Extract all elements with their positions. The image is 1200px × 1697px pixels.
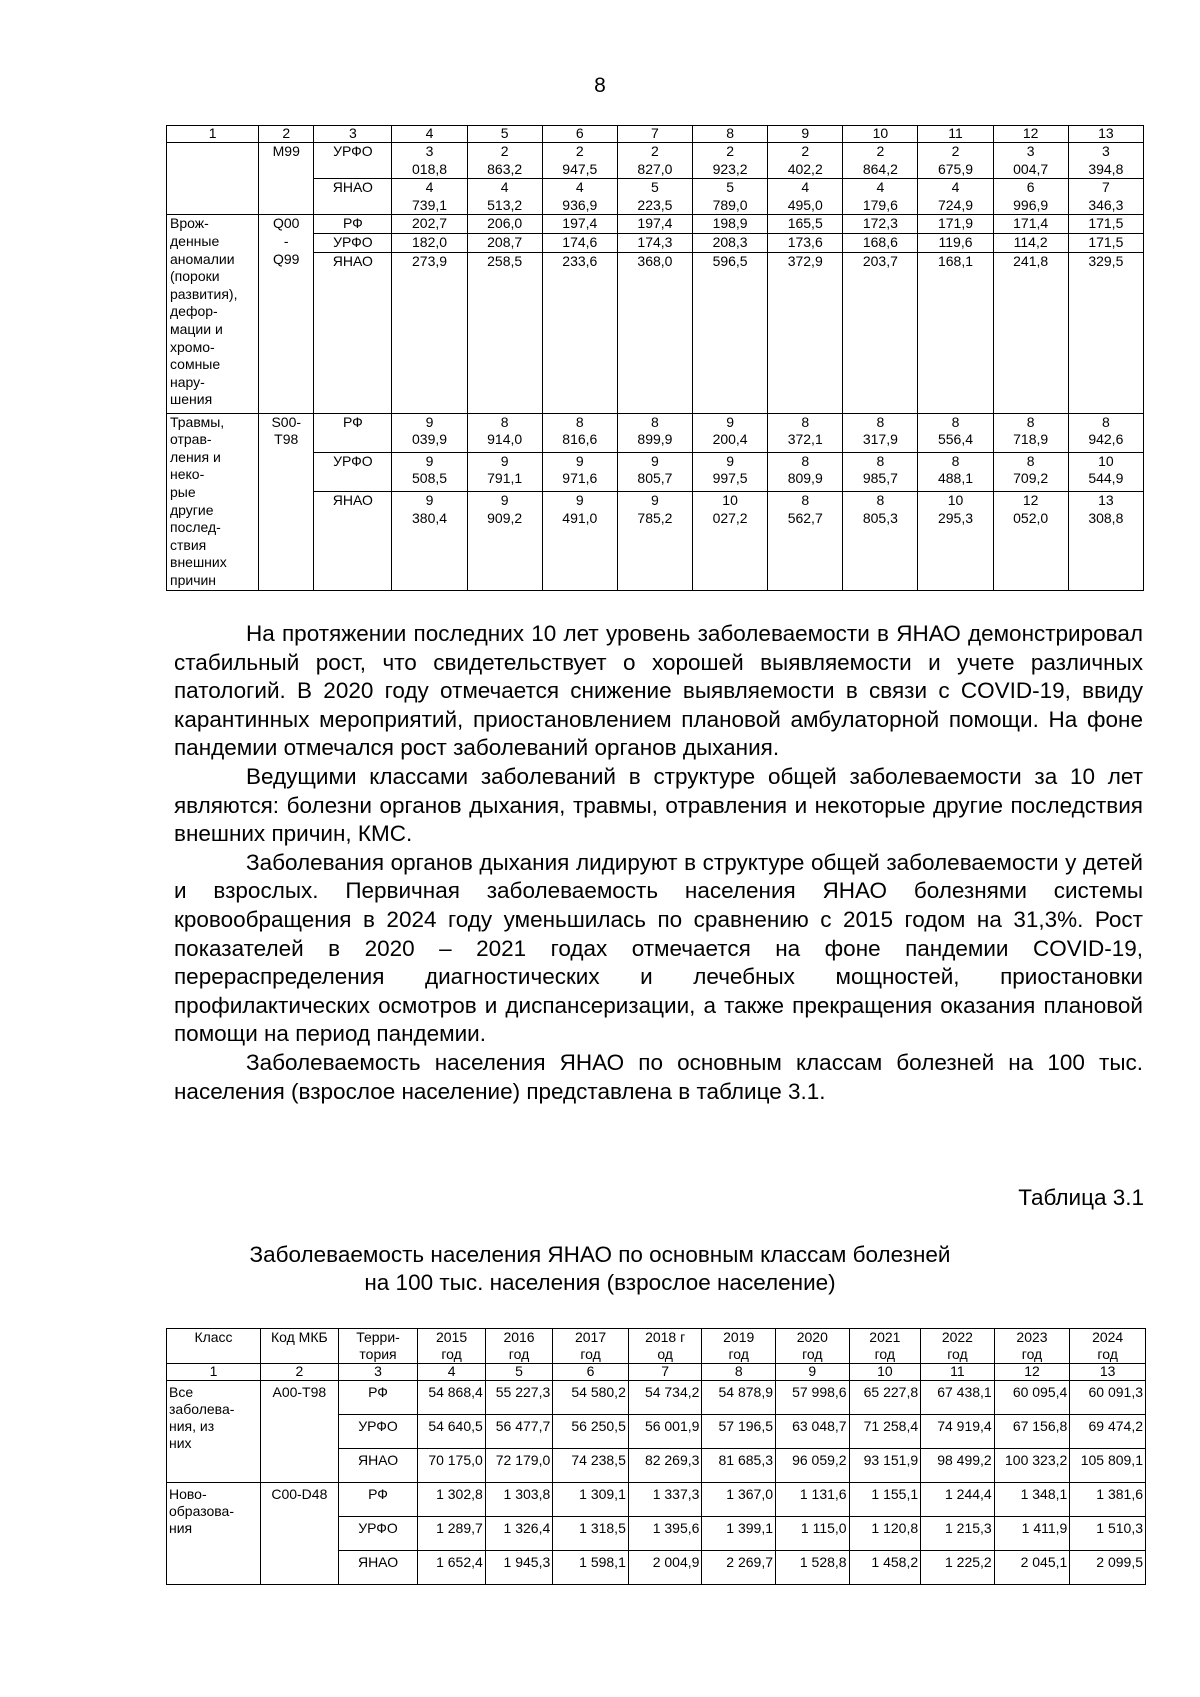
value-cell: 12 052,0 [993,491,1068,590]
header-cell: 10 [843,126,918,143]
header-cell: 2020 год [776,1329,850,1364]
table-3-1 [166,1328,1146,1585]
value-cell: 1 399,1 [702,1517,776,1551]
value-cell: 60 091,3 [1070,1381,1146,1415]
value-cell: 8 317,9 [843,413,918,452]
value-cell: 54 734,2 [628,1381,702,1415]
value-cell: 171,9 [918,215,993,234]
value-cell: 81 685,3 [702,1449,776,1483]
value-cell: 4 495,0 [768,179,843,215]
header-cell: 2023 год [994,1329,1070,1364]
body-text [174,620,1143,1106]
table-header-row [167,126,1144,143]
value-cell: 65 227,8 [849,1381,921,1415]
header-cell: 2022 год [921,1329,995,1364]
header-cell: 2024 год [1070,1329,1146,1364]
value-cell: 114,2 [993,233,1068,252]
value-cell: 9 971,6 [542,452,617,491]
page-number: 8 [594,74,606,97]
value-cell: 105 809,1 [1070,1449,1146,1483]
value-cell: 1 337,3 [628,1483,702,1517]
value-cell: 1 302,8 [418,1483,485,1517]
header-cell: 9 [768,126,843,143]
value-cell: 9 039,9 [392,413,467,452]
value-cell: 4 513,2 [467,179,542,215]
paragraph: Ведущими классами заболеваний в структуре общей заболеваемости за 10 лет являются: болезни органов дыхания, травмы, отравления и некоторые другие последствия внешних причин, КМС. [174,763,1143,847]
table-row [167,233,1144,252]
value-cell: 3 394,8 [1068,143,1143,179]
table-row [167,215,1144,234]
header-cell: 2016 год [485,1329,552,1364]
value-cell: 206,0 [467,215,542,234]
value-cell: 1 225,2 [921,1551,995,1585]
value-cell: 8 914,0 [467,413,542,452]
table-index-row [167,1364,1146,1381]
value-cell: 258,5 [467,252,542,413]
index-cell: 5 [485,1364,552,1381]
value-cell: 182,0 [392,233,467,252]
header-cell: 5 [467,126,542,143]
value-cell: 9 785,2 [617,491,692,590]
value-cell: 208,7 [467,233,542,252]
value-cell: 2 947,5 [542,143,617,179]
value-cell: 57 196,5 [702,1415,776,1449]
class-cell: Травмы, отрав- ления и неко- рые другие послед- ствия внешних причин [167,413,259,590]
value-cell: 74 238,5 [553,1449,629,1483]
value-cell: 56 250,5 [553,1415,629,1449]
value-cell: 2 045,1 [994,1551,1070,1585]
table-row [167,1483,1146,1517]
index-cell: 7 [628,1364,702,1381]
value-cell: 1 131,6 [776,1483,850,1517]
value-cell: 1 215,3 [921,1517,995,1551]
header-cell: Терри- тория [338,1329,418,1364]
value-cell: 1 652,4 [418,1551,485,1585]
header-cell: 6 [542,126,617,143]
territory-cell: ЯНАО [314,179,392,215]
value-cell: 56 001,9 [628,1415,702,1449]
value-cell: 9 909,2 [467,491,542,590]
code-cell: C00-D48 [261,1483,339,1585]
value-cell: 4 936,9 [542,179,617,215]
value-cell: 1 303,8 [485,1483,552,1517]
value-cell: 9 997,5 [693,452,768,491]
value-cell: 8 488,1 [918,452,993,491]
value-cell: 9 380,4 [392,491,467,590]
value-cell: 8 805,3 [843,491,918,590]
header-cell: 4 [392,126,467,143]
value-cell: 1 528,8 [776,1551,850,1585]
table-title [0,1241,1200,1297]
value-cell: 2 099,5 [1070,1551,1146,1585]
table-continuation [166,125,1144,591]
header-cell: 11 [918,126,993,143]
value-cell: 1 348,1 [994,1483,1070,1517]
class-cell: Все заболева- ния, из них [167,1381,261,1483]
paragraph: Заболеваемость населения ЯНАО по основным классам болезней на 100 тыс. населения (взрослое население) представлена в таблице 3.1. [174,1049,1143,1104]
code-cell: Q00 - Q99 [259,215,314,413]
value-cell: 1 289,7 [418,1517,485,1551]
value-cell: 10 544,9 [1068,452,1143,491]
value-cell: 5 789,0 [693,179,768,215]
value-cell: 168,1 [918,252,993,413]
value-cell: 8 985,7 [843,452,918,491]
value-cell: 1 326,4 [485,1517,552,1551]
value-cell: 1 395,6 [628,1517,702,1551]
value-cell: 96 059,2 [776,1449,850,1483]
territory-cell: УРФО [314,452,392,491]
table-title-line: Заболеваемость населения ЯНАО по основным классам болезней [249,1242,951,1267]
index-cell: 12 [994,1364,1070,1381]
value-cell: 9 791,1 [467,452,542,491]
value-cell: 197,4 [542,215,617,234]
value-cell: 329,5 [1068,252,1143,413]
value-cell: 1 115,0 [776,1517,850,1551]
territory-cell: ЯНАО [338,1449,418,1483]
value-cell: 174,6 [542,233,617,252]
value-cell: 3 018,8 [392,143,467,179]
table-row [167,1381,1146,1415]
territory-cell: УРФО [314,143,392,179]
value-cell: 71 258,4 [849,1415,921,1449]
value-cell: 372,9 [768,252,843,413]
value-cell: 2 863,2 [467,143,542,179]
header-cell: 7 [617,126,692,143]
value-cell: 9 200,4 [693,413,768,452]
header-cell: 2017 год [553,1329,629,1364]
value-cell: 74 919,4 [921,1415,995,1449]
value-cell: 8 709,2 [993,452,1068,491]
index-cell: 11 [921,1364,995,1381]
table-row [167,452,1144,491]
value-cell: 174,3 [617,233,692,252]
header-cell: Класс [167,1329,261,1364]
value-cell: 171,5 [1068,215,1143,234]
value-cell: 2 675,9 [918,143,993,179]
header-cell: 13 [1068,126,1143,143]
value-cell: 4 724,9 [918,179,993,215]
value-cell: 2 864,2 [843,143,918,179]
value-cell: 4 179,6 [843,179,918,215]
header-cell: 1 [167,126,259,143]
value-cell: 8 718,9 [993,413,1068,452]
header-cell: 3 [314,126,392,143]
code-cell: S00- T98 [259,413,314,590]
value-cell: 2 269,7 [702,1551,776,1585]
index-cell: 6 [553,1364,629,1381]
value-cell: 8 899,9 [617,413,692,452]
value-cell: 3 004,7 [993,143,1068,179]
value-cell: 67 156,8 [994,1415,1070,1449]
header-cell: 12 [993,126,1068,143]
value-cell: 1 318,5 [553,1517,629,1551]
index-cell: 13 [1070,1364,1146,1381]
value-cell: 54 878,9 [702,1381,776,1415]
value-cell: 72 179,0 [485,1449,552,1483]
value-cell: 8 556,4 [918,413,993,452]
table-row [167,252,1144,413]
index-cell: 4 [418,1364,485,1381]
class-cell: Ново- образова- ния [167,1483,261,1585]
table-row [167,143,1144,179]
value-cell: 1 598,1 [553,1551,629,1585]
value-cell: 368,0 [617,252,692,413]
value-cell: 69 474,2 [1070,1415,1146,1449]
class-cell: Врож- денные аномалии (пороки развития), дефор- мации и хромо- сомные нару- шения [167,215,259,413]
territory-cell: УРФО [314,233,392,252]
territory-cell: РФ [314,413,392,452]
value-cell: 198,9 [693,215,768,234]
table-header-row [167,1329,1146,1364]
territory-cell: ЯНАО [338,1551,418,1585]
index-cell: 8 [702,1364,776,1381]
value-cell: 54 580,2 [553,1381,629,1415]
table-row [167,179,1144,215]
value-cell: 8 372,1 [768,413,843,452]
value-cell: 55 227,3 [485,1381,552,1415]
header-cell: 2019 год [702,1329,776,1364]
value-cell: 10 027,2 [693,491,768,590]
value-cell: 54 640,5 [418,1415,485,1449]
value-cell: 2 923,2 [693,143,768,179]
value-cell: 8 942,6 [1068,413,1143,452]
value-cell: 2 402,2 [768,143,843,179]
header-cell: 8 [693,126,768,143]
class-cell [167,143,259,215]
header-cell: 2 [259,126,314,143]
code-cell: M99 [259,143,314,215]
value-cell: 57 998,6 [776,1381,850,1415]
value-cell: 165,5 [768,215,843,234]
value-cell: 1 120,8 [849,1517,921,1551]
value-cell: 1 945,3 [485,1551,552,1585]
value-cell: 273,9 [392,252,467,413]
value-cell: 67 438,1 [921,1381,995,1415]
value-cell: 9 508,5 [392,452,467,491]
value-cell: 197,4 [617,215,692,234]
value-cell: 82 269,3 [628,1449,702,1483]
territory-cell: УРФО [338,1415,418,1449]
value-cell: 596,5 [693,252,768,413]
table-title-line: на 100 тыс. населения (взрослое население) [364,1270,836,1295]
value-cell: 56 477,7 [485,1415,552,1449]
value-cell: 233,6 [542,252,617,413]
value-cell: 1 381,6 [1070,1483,1146,1517]
value-cell: 9 491,0 [542,491,617,590]
header-cell: 2015 год [418,1329,485,1364]
value-cell: 119,6 [918,233,993,252]
value-cell: 208,3 [693,233,768,252]
value-cell: 8 809,9 [768,452,843,491]
territory-cell: ЯНАО [314,491,392,590]
value-cell: 1 309,1 [553,1483,629,1517]
value-cell: 6 996,9 [993,179,1068,215]
value-cell: 1 510,3 [1070,1517,1146,1551]
table-row [167,491,1144,590]
value-cell: 1 458,2 [849,1551,921,1585]
value-cell: 1 244,4 [921,1483,995,1517]
index-cell: 2 [261,1364,339,1381]
index-cell: 10 [849,1364,921,1381]
index-cell: 1 [167,1364,261,1381]
value-cell: 63 048,7 [776,1415,850,1449]
index-cell: 9 [776,1364,850,1381]
territory-cell: РФ [338,1381,418,1415]
value-cell: 98 499,2 [921,1449,995,1483]
value-cell: 171,4 [993,215,1068,234]
header-cell: 2018 г од [628,1329,702,1364]
value-cell: 2 827,0 [617,143,692,179]
value-cell: 9 805,7 [617,452,692,491]
value-cell: 100 323,2 [994,1449,1070,1483]
territory-cell: РФ [338,1483,418,1517]
header-cell: 2021 год [849,1329,921,1364]
code-cell: A00-T98 [261,1381,339,1483]
value-cell: 13 308,8 [1068,491,1143,590]
paragraph: Заболевания органов дыхания лидируют в структуре общей заболеваемости у детей и взрослых. Первичная заболеваемость населения ЯНАО болезнями системы кровообращения в 2024 году уменьшилась по сравнению с 2015 годом на 31,3%. Рост показателей в 2020 – 2021 годах отмечается на фоне пандемии COVID-19, перераспределения диагностических и лечебных мощностей, приостановки профилактических осмотров и диспансеризации, а также прекращения оказания плановой помощи на период пандемии. [174,849,1143,1047]
value-cell: 54 868,4 [418,1381,485,1415]
paragraph: На протяжении последних 10 лет уровень заболеваемости в ЯНАО демонстрировал стабильный рост, что свидетельствует о хорошей выявляемости и учете различных патологий. В 2020 году отмечается снижение выявляемости в связи с COVID-19, ввиду карантинных мероприятий, приостановлением плановой амбулаторной помощи. На фоне пандемии отмечался рост заболеваний органов дыхания. [174,621,1143,761]
territory-cell: УРФО [338,1517,418,1551]
value-cell: 202,7 [392,215,467,234]
value-cell: 7 346,3 [1068,179,1143,215]
value-cell: 2 004,9 [628,1551,702,1585]
value-cell: 173,6 [768,233,843,252]
header-cell: Код МКБ [261,1329,339,1364]
value-cell: 5 223,5 [617,179,692,215]
value-cell: 93 151,9 [849,1449,921,1483]
territory-cell: ЯНАО [314,252,392,413]
value-cell: 168,6 [843,233,918,252]
value-cell: 1 411,9 [994,1517,1070,1551]
value-cell: 60 095,4 [994,1381,1070,1415]
value-cell: 171,5 [1068,233,1143,252]
value-cell: 10 295,3 [918,491,993,590]
value-cell: 203,7 [843,252,918,413]
index-cell: 3 [338,1364,418,1381]
table-label: Таблица 3.1 [1018,1185,1144,1210]
table-row [167,413,1144,452]
value-cell: 172,3 [843,215,918,234]
value-cell: 8 562,7 [768,491,843,590]
value-cell: 1 155,1 [849,1483,921,1517]
territory-cell: РФ [314,215,392,234]
value-cell: 241,8 [993,252,1068,413]
value-cell: 4 739,1 [392,179,467,215]
value-cell: 8 816,6 [542,413,617,452]
value-cell: 1 367,0 [702,1483,776,1517]
value-cell: 70 175,0 [418,1449,485,1483]
